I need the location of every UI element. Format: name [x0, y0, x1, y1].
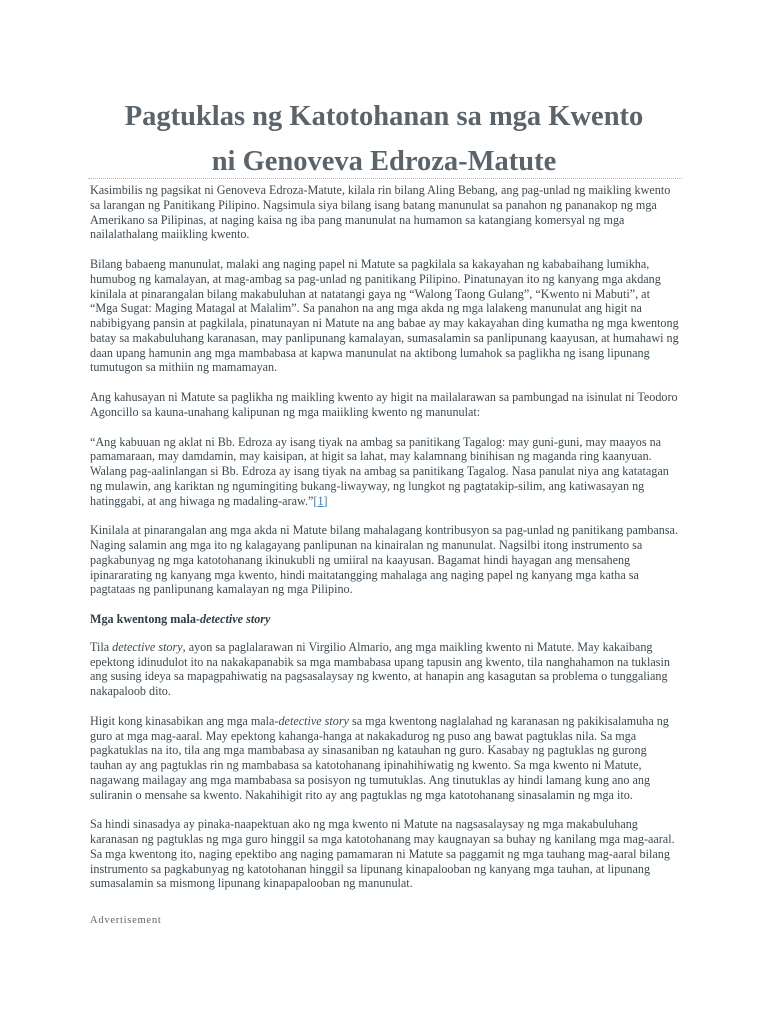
p6-pre: Higit kong kinasabikan ang mga mala- — [90, 713, 279, 728]
paragraph-intro: Kasimbilis ng pagsikat ni Genoveva Edroza-Matute, kilala rin bilang Aling Bebang, ang pag-unlad ng maikling kwento sa larangan ng Panitikang Pilipino. Nagsimula siya bilang isang batang manunulat sa panahon ng pananakop ng mga Amerikano sa Pilipinas, at naging kaisa ng iba pang manunulat na humamon sa katangiang komersyal ng mga nailalathalang maiikling kwento. — [90, 183, 671, 242]
p5-post: , ayon sa paglalarawan ni Virgilio Almario, ang mga maikling kwento ni Matute. May kakaibang epektong idinudulot ito na nakakapanabik sa mga mambabasa upang tapusin ang kwento, tila nanghahamon na tuklasin ang susing ideya sa mapagpahiwatig na pagsasalaysay ng kwento, at hanapin ang kasagutan sa problema o tunggaliang nakapaloob dito. — [90, 639, 670, 698]
paragraph-agoncillo-intro: Ang kahusayan ni Matute sa paglikha ng maikling kwento ay higit na mailalarawan sa pambungad na isinulat ni Teodoro Agoncillo sa kauna-unahang kalipunan ng mga maiikling kwento ng manunulat: — [90, 390, 678, 419]
article-title-line-2: ni Genoveva Edroza-Matute — [211, 146, 557, 177]
p6-emphasis: detective story — [278, 713, 349, 728]
title-divider — [88, 178, 682, 179]
article-title-line-1: Pagtuklas ng Katotohanan sa mga Kwento — [124, 101, 644, 132]
section-heading — [90, 612, 680, 627]
footnote-link[interactable]: [1] — [313, 493, 328, 508]
p5-pre: Tila — [90, 639, 113, 654]
section-heading-text: Mga kwentong mala- — [90, 612, 200, 626]
article-title — [60, 94, 708, 184]
article-body — [90, 183, 680, 906]
agoncillo-quote — [90, 435, 680, 509]
paragraph-almario — [90, 640, 680, 699]
paragraph-woman-writer: Bilang babaeng manunulat, malaki ang naging papel ni Matute sa pagkilala sa kakayahan ng kababaihang lumikha, humubog ng kamalayan, at mag-ambag sa pag-unlad ng panitikang Pilipino. Pinatunayan ito ng kanyang mga akdang kinilala at pinarangalan bilang makabuluhan at natatangi gaya ng “Walong Taong Gulang”, “Kwento ni Mabuti”, at “Mga Sugat: Maging Matagal at Malalim”. Sa panahon na ang mga akda ng mga lalakeng manunulat ang higit na nabibigyang pansin at pagkilala, pinatunayan ni Matute na ang babae ay may kakayahan ding kumatha ng mga kwentong batay sa makabuluhang karanasan, may panlipunang kamalayan, sumasalamin sa panlipunang kaayusan, at humahawi ng daan upang hamunin ang mga mambabasa at kapwa manunulat na aktibong lumahok sa paglikha ng isang lipunang tumutugon sa mithiin ng mamamayan. — [90, 257, 679, 375]
p5-emphasis: detective story — [112, 639, 183, 654]
paragraph-personal-effect: Sa hindi sinasadya ay pinaka-naapektuan ako ng mga kwento ni Matute na nagsasalaysay ng mga makabuluhang karanasan ng pagtuklas ng mga guro hinggil sa mga katotohanang may kaugnayan sa buhay ng kanilang mga mag-aaral. Sa mga kwentong ito, naging epektibo ang naging pamamaran ni Matute sa paggamit ng mga tauhang mag-aaral bilang instrumento sa pagkabunyag ng katotohanan hinggil sa lipunang kinapalooban ng kanyang mga tauhan, at lipunang sumasalamin sa mismong lipunang kinapapalooban ng manunulat. — [90, 817, 675, 891]
section-heading-emphasis: detective story — [199, 612, 271, 626]
paragraph-contribution: Kinilala at pinarangalan ang mga akda ni Matute bilang mahalagang kontribusyon sa pag-unlad ng panitikang pambansa. Naging salamin ang mga ito ng kalagayang panlipunan na kinairalan ng manunulat. Nagsilbi itong instrumento sa pagkabunyag ng mga katotohanang ikinukubli ng umiiral na kaayusan. Bagamat hindi hayagan ang mensaheng ipinararating ng kanyang mga kwento, hindi maitatangging mahalaga ang naging papel ng kanyang mga katha sa pagtataas ng panlipunang kamalayan ng mga Pilipino. — [90, 523, 678, 597]
p6-post: sa mga kwentong naglalahad ng karanasan ng pakikisalamuha ng guro at mga mag-aaral. May epektong kahanga-hanga at nakakadurog ng puso ang bawat pagtuklas nila. Sa mga pagkatuklas na ito, tila ang mga mambabasa ay sinasaniban ng katauhan ng guro. Kasabay ng pagtuklas ng gurong tauhan ay ang pagtuklas rin ng mambabasa sa katotohanang ipinahihiwatig ng kwento. Sa mga kwento ni Matute, nagawang mailagay ang mga mambabasa sa posisyon ng tumutuklas. Ang tinutuklas ay hindi lamang kung ano ang suliranin o mensahe sa kwento. Nakahihigit rito ay ang pagtuklas ng mga katotohanang sinasalamin ng mga ito. — [90, 713, 669, 802]
quote-text: “Ang kabuuan ng aklat ni Bb. Edroza ay isang tiyak na ambag sa panitikang Tagalog: may guni-guni, may maayos na pamamaraan, may damdamin, may kaisipan, at higit sa lahat, may kalamnang binihisan ng maganda ring kaanyuan. Walang pag-aalinlangan si Bb. Edroza ay isang tiyak na ambag sa panitikang Tagalog. Nasa panulat niya ang katatagan ng mulawin, ang kariktan ng ngumingiting bukang-liwayway, ng lungkot ng pagtatakip-silim, ang katiwasayan ng hatinggabi, at ang hiwaga ng madaling-araw.” — [90, 434, 669, 508]
advertisement-label: Advertisement — [90, 915, 162, 926]
paragraph-teacher-stories — [90, 714, 680, 803]
